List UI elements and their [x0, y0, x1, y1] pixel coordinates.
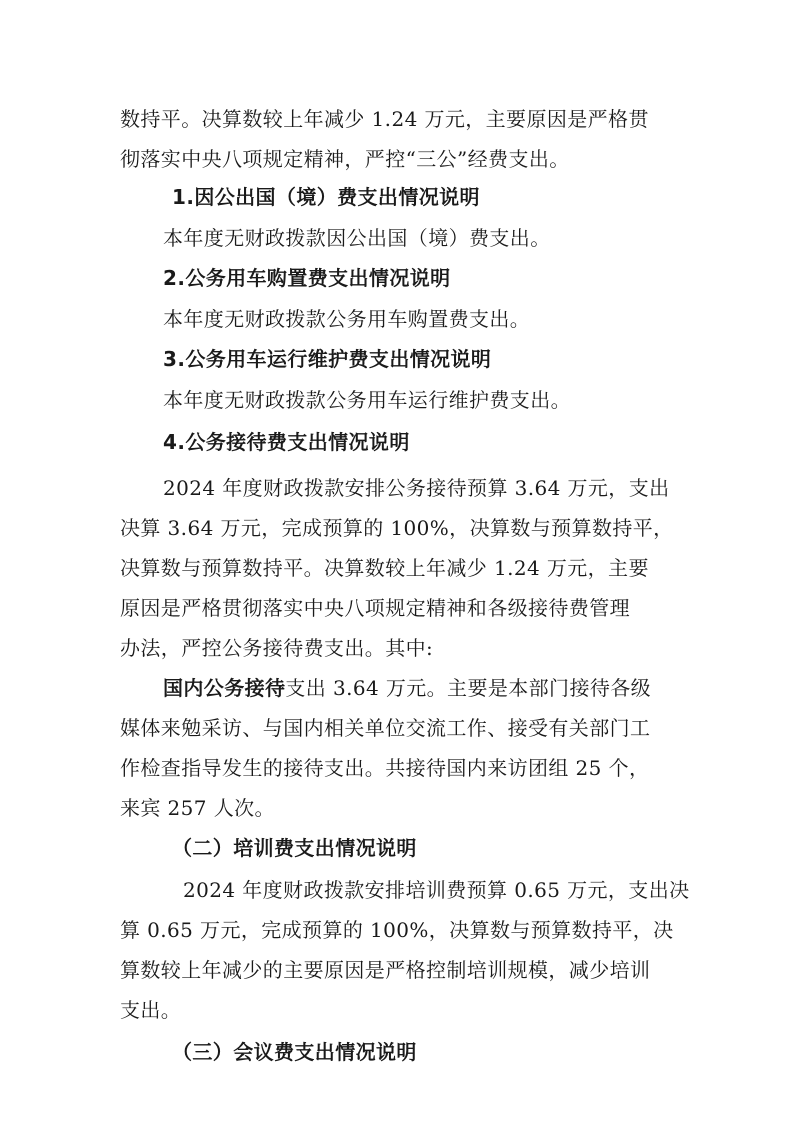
section-heading-2: 2.公务用车购置费支出情况说明: [163, 266, 451, 290]
section-heading-4: 4.公务接待费支出情况说明: [163, 430, 410, 454]
paragraph-line: 支出。: [120, 998, 182, 1022]
paragraph-line: 本年度无财政拨款公务用车购置费支出。: [163, 307, 531, 331]
paragraph-text: 支出 3.64 万元。主要是本部门接待各级: [285, 676, 652, 700]
section-heading-5: （二）培训费支出情况说明: [172, 836, 417, 860]
paragraph-line: 彻落实中央八项规定精神，严控“三公”经费支出。: [120, 147, 570, 171]
paragraph-line: 来宾 257 人次。: [120, 796, 275, 820]
paragraph-line: 原因是严格贯彻落实中央八项规定精神和各级接待费管理: [120, 596, 630, 620]
paragraph-line: 本年度无财政拨款公务用车运行维护费支出。: [163, 388, 571, 412]
paragraph-line: 决算数与预算数持平。决算数较上年减少 1.24 万元，主要: [120, 556, 649, 580]
section-heading-6: （三）会议费支出情况说明: [172, 1040, 417, 1064]
bold-term: 国内公务接待: [163, 676, 286, 700]
section-heading-3: 3.公务用车运行维护费支出情况说明: [163, 347, 492, 371]
paragraph-line: 作检查指导发生的接待支出。共接待国内来访团组 25 个，: [120, 756, 650, 780]
paragraph-line: 2024 年度财政拨款安排公务接待预算 3.64 万元，支出: [163, 476, 670, 500]
paragraph-line: 本年度无财政拨款因公出国（境）费支出。: [163, 226, 551, 250]
paragraph-line: 2024 年度财政拨款安排培训费预算 0.65 万元，支出决: [183, 878, 690, 902]
paragraph-line: 数持平。决算数较上年减少 1.24 万元，主要原因是严格贯: [120, 107, 649, 131]
paragraph-line: 办法，严控公务接待费支出。其中:: [120, 636, 434, 660]
section-heading-1: 1.因公出国（境）费支出情况说明: [172, 185, 480, 209]
paragraph-line: 算 0.65 万元，完成预算的 100%，决算数与预算数持平，决: [120, 918, 674, 942]
paragraph-line: 媒体来勉采访、与国内相关单位交流工作、接受有关部门工: [120, 716, 651, 740]
paragraph-line: [163, 674, 723, 702]
paragraph-line: 决算 3.64 万元，完成预算的 100%，决算数与预算数持平，: [120, 516, 674, 540]
paragraph-line: 算数较上年减少的主要原因是严格控制培训规模，减少培训: [120, 958, 651, 982]
